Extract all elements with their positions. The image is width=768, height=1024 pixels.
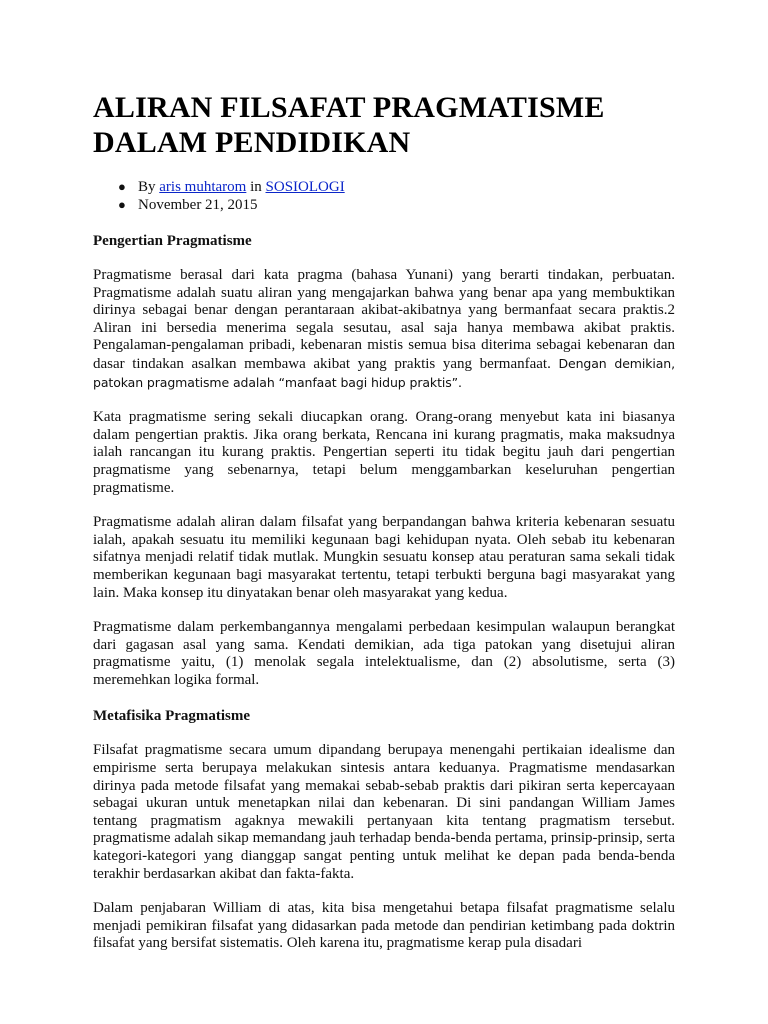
section-heading-pengertian: Pengertian Pragmatisme <box>93 233 252 249</box>
author-link[interactable]: aris muhtarom <box>159 179 247 195</box>
meta-byline <box>118 178 675 196</box>
section-heading-metafisika: Metafisika Pragmatisme <box>93 708 251 725</box>
article-title <box>93 90 675 160</box>
byline-prefix: By <box>138 179 160 195</box>
title-line-2: DALAM PENDIDIKAN <box>93 126 411 159</box>
paragraph-4: Pragmatisme dalam perkembangannya mengalami perbedaan kesimpulan walaupun berangkat dari gagasan asal yang sama. Kendati demikian, ada tiga patokan yang disetujui aliran pragmatisme yaitu, (1) menolak segala intelektualisme, dan (2) absolutisme, serta (3) meremehkan logika formal. <box>93 619 675 688</box>
bullet-icon: ● <box>118 179 126 194</box>
publish-date: November 21, 2015 <box>138 197 258 213</box>
meta-date <box>118 196 675 214</box>
paragraph-1-quote: Dengan demikian, patokan pragmatisme adalah “manfaat bagi hidup praktis”. <box>93 355 676 390</box>
paragraph-5: Filsafat pragmatisme secara umum dipandang berupaya menengahi pertikaian idealisme dan empirisme serta berupaya melakukan sintesis antara keduanya. Pragmatisme mendasarkan dirinya pada metode filsafat yang memakai sebab-sebab praktis dari pikiran serta kepercayaan sebagai ukuran untuk menetapkan nilai dan kebenaran. Di sini pandangan William James tentang pragmatism agaknya mewakili pertanyaan kita tentang pragmatism tersebut. pragmatisme adalah sikap memandang jauh terhadap benda-benda pertama, prinsip-prinsip, serta kategori-kategori yang dianggap sangat penting untuk melihat ke depan pada benda-benda terakhir berdasarkan akibat dan fakta-fakta. <box>93 742 675 882</box>
article-meta <box>93 178 675 214</box>
paragraph-1-text: Pragmatisme berasal dari kata pragma (bahasa Yunani) yang berarti tindakan, perbuatan. Pragmatisme adalah suatu aliran yang mengajarkan bahwa yang benar apa yang membuktikan dirinya sebagai benar dengan perantaraan akibat-akibatnya yang bermanfaat secara praktis.2 Aliran ini bersedia menerima segala sesutau, asal saja hanya membawa akibat praktis. Pengalaman-pengalaman pribadi, kebenaran mistis semua bisa diterima sebagai kebenaran dan dasar tindakan asalkan membawa akibat yang praktis yang bermanfaat. <box>93 267 675 372</box>
title-line-1: ALIRAN FILSAFAT PRAGMATISME <box>93 91 605 124</box>
byline-in: in <box>246 179 266 195</box>
bullet-icon: ● <box>118 197 126 212</box>
paragraph-6: Dalam penjabaran William di atas, kita bisa mengetahui betapa filsafat pragmatisme selalu menjadi pemikiran filsafat yang didasarkan pada metode dan pendirian ketimbang pada doktrin filsafat yang bersifat sistematis. Oleh karena itu, pragmatisme kerap pula disadari <box>93 900 675 952</box>
category-link[interactable]: SOSIOLOGI <box>265 179 345 195</box>
paragraph-3: Pragmatisme adalah aliran dalam filsafat yang berpandangan bahwa kriteria kebenaran sesuatu ialah, apakah sesuatu itu memiliki kegunaan bagi kehidupan nyata. Oleh sebab itu kebenaran sifatnya menjadi relatif tidak mutlak. Mungkin sesuatu konsep atau peraturan sama sekali tidak memberikan kegunaan bagi masyarakat tertentu, tetapi terbukti berguna bagi masyarakat yang lain. Maka konsep itu dinyatakan benar oleh masyarakat yang kedua. <box>93 514 675 601</box>
paragraph-1 <box>93 267 675 392</box>
paragraph-2: Kata pragmatisme sering sekali diucapkan orang. Orang-orang menyebut kata ini biasanya dalam pengertian praktis. Jika orang berkata, Rencana ini kurang pragmatis, maka maksudnya ialah rancangan itu kurang praktis. Pengertian seperti itu tidak begitu jauh dari pengertian pragmatisme yang sebenarnya, tetapi belum menggambarkan keseluruhan pengertian pragmatisme. <box>93 409 675 496</box>
